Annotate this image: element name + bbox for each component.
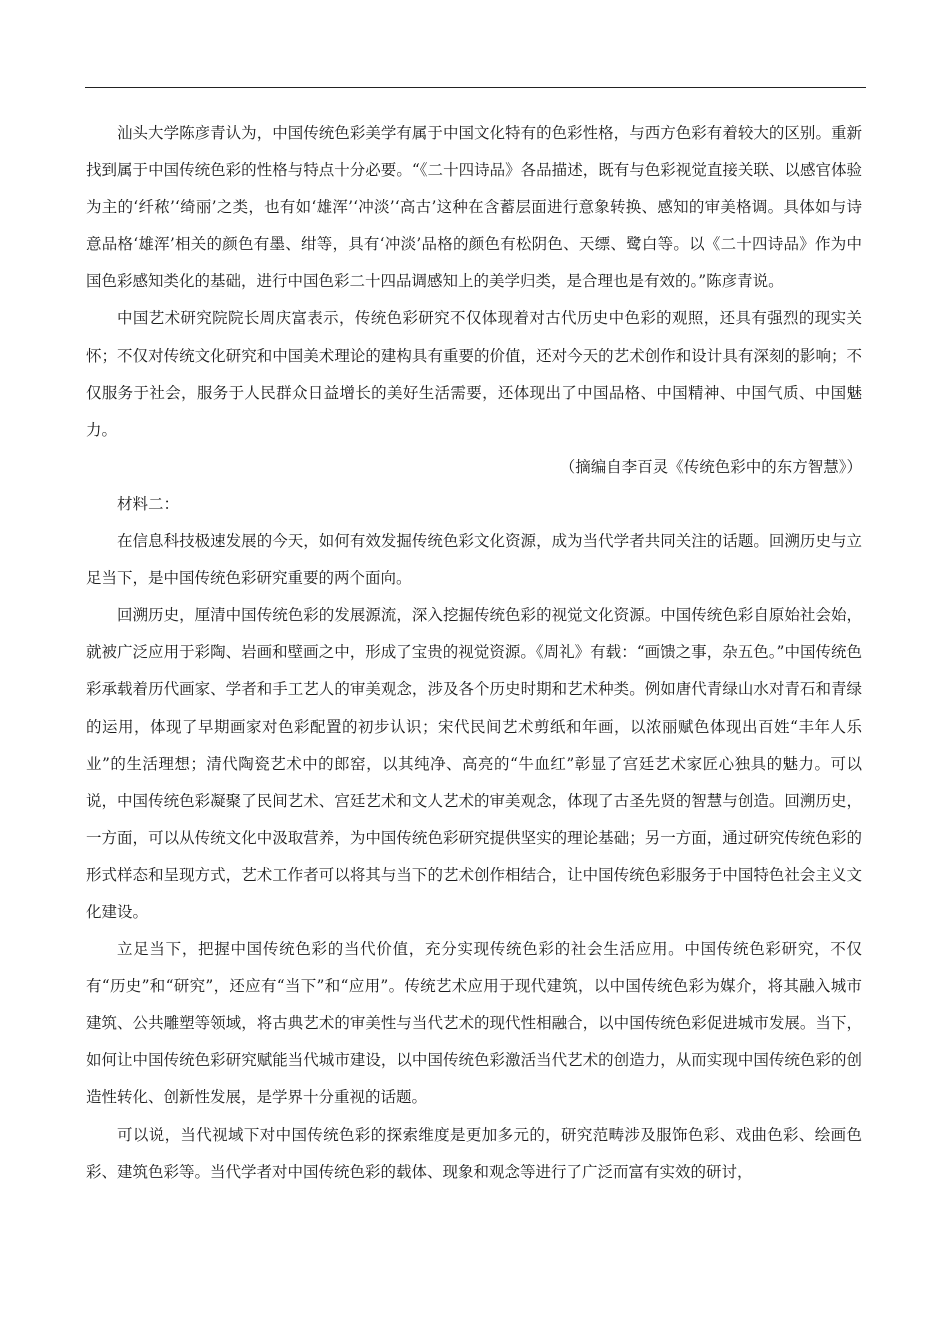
material-two-heading: 材料二：: [117, 494, 180, 513]
paragraph-intro: 在信息科技极速发展的今天，如何有效发掘传统色彩文化资源，成为当代学者共同关注的话题。回溯历史与立足当下，是中国传统色彩研究重要的两个面向。: [86, 532, 862, 588]
paragraph-chen-yanqing: 汕头大学陈彦青认为，中国传统色彩美学有属于中国文化特有的色彩性格，与西方色彩有着较大的区别。重新找到属于中国传统色彩的性格与特点十分必要。“《二十四诗品》各品描述，既有与色彩视觉直接关联、以感官体验为主的‘纤秾’‘绮丽’之类，也有如‘雄浑’‘冲淡’‘高古’这种在含蓄层面进行意象转换、感知的审美格调。具体如与诗意品格‘雄浑’相关的颜色有墨、绀等，具有‘冲淡’品格的颜色有松阴色、天缥、鹭白等。以《二十四诗品》作为中国色彩感知类化的基础，进行中国色彩二十四品调感知上的美学归类，是合理也是有效的。”陈彦青说。: [86, 124, 862, 291]
source-citation: （摘编自李百灵《传统色彩中的东方智慧》）: [559, 457, 862, 476]
paragraph-present: 立足当下，把握中国传统色彩的当代价值，充分实现传统色彩的社会生活应用。中国传统色彩研究，不仅有“历史”和“研究”，还应有“当下”和“应用”。传统艺术应用于现代建筑，以中国传统色彩为媒介，将其融入城市建筑、公共雕塑等领域，将古典艺术的审美性与当代艺术的现代性相融合，以中国传统色彩促进城市发展。当下，如何让中国传统色彩研究赋能当代城市建设，以中国传统色彩激活当代艺术的创造力，从而实现中国传统色彩的创造性转化、创新性发展，是学界十分重视的话题。: [86, 940, 862, 1107]
paragraph-history: 回溯历史，厘清中国传统色彩的发展源流，深入挖掘传统色彩的视觉文化资源。中国传统色彩自原始社会始，就被广泛应用于彩陶、岩画和壁画之中，形成了宝贵的视觉资源。《周礼》有载：“画馈之事，杂五色。”中国传统色彩承载着历代画家、学者和手工艺人的审美观念，涉及各个历史时期和艺术种类。例如唐代青绿山水对青石和青绿的运用，体现了早期画家对色彩配置的初步认识；宋代民间艺术剪纸和年画，以浓丽赋色体现出百姓“丰年人乐业”的生活理想；清代陶瓷艺术中的郎窑，以其纯净、高亮的“牛血红”彰显了宫廷艺术家匠心独具的魅力。可以说，中国传统色彩凝聚了民间艺术、宫廷艺术和文人艺术的审美观念，体现了古圣先贤的智慧与创造。回溯历史，一方面，可以从传统文化中汲取营养，为中国传统色彩研究提供坚实的理论基础；另一方面，通过研究传统色彩的形式样态和呈现方式，艺术工作者可以将其与当下的艺术创作相结合，让中国传统色彩服务于中国特色社会主义文化建设。: [86, 606, 862, 921]
paragraph-zhou-qingfu: 中国艺术研究院院长周庆富表示，传统色彩研究不仅体现着对古代历史中色彩的观照，还具有强烈的现实关怀；不仅对传统文化研究和中国美术理论的建构具有重要的价值，还对今天的艺术创作和设计具有深刻的影响；不仅服务于社会，服务于人民群众日益增长的美好生活需要，还体现出了中国品格、中国精神、中国气质、中国魅力。: [86, 309, 862, 439]
paragraph-conclusion: 可以说，当代视域下对中国传统色彩的探索维度是更加多元的，研究范畴涉及服饰色彩、戏曲色彩、绘画色彩、建筑色彩等。当代学者对中国传统色彩的载体、现象和观念等进行了广泛而富有实效的研讨，: [86, 1125, 862, 1181]
header-rule: [85, 87, 866, 88]
article-body: [86, 115, 862, 1191]
